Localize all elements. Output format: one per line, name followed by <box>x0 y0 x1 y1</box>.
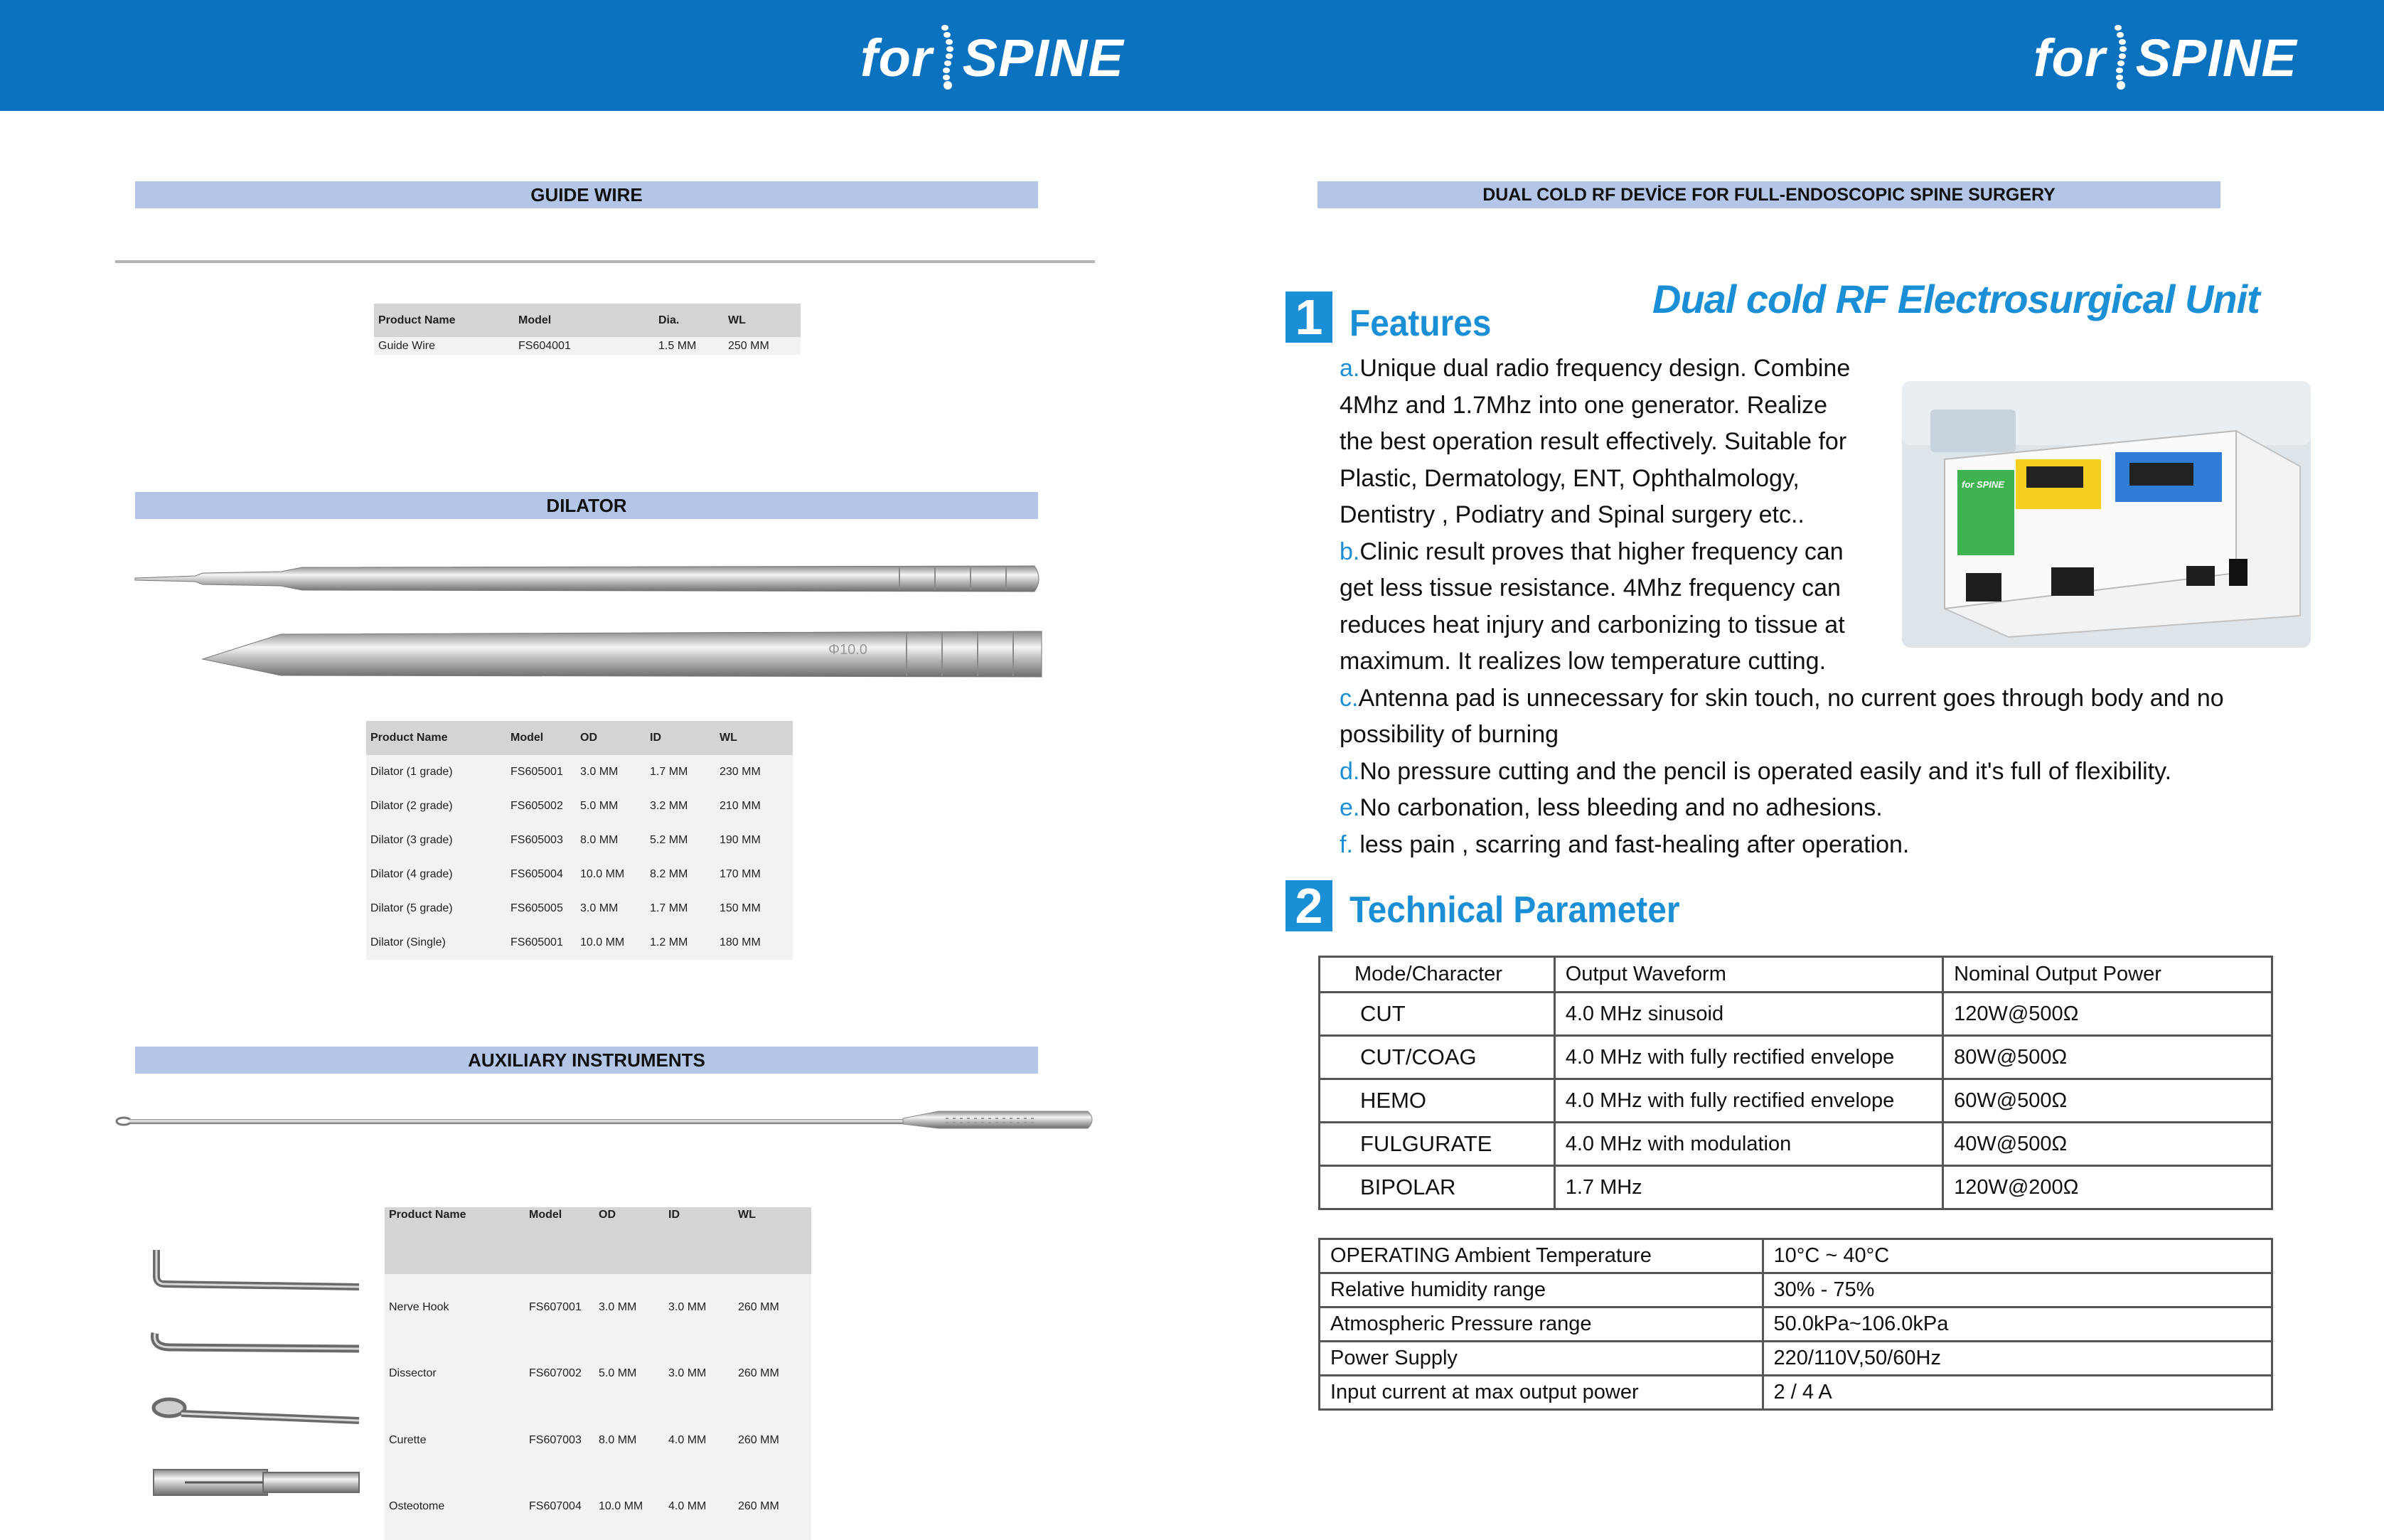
brand-prefix: for <box>2033 28 2106 88</box>
environment-table <box>1318 1238 2273 1411</box>
cell: 3.0 MM <box>664 1274 734 1341</box>
feature-text: the best operation result effectively. Suitable for <box>1340 428 1846 455</box>
feature-letter: a. <box>1340 355 1359 382</box>
table-row <box>385 1274 811 1341</box>
cell: 1.7 MM <box>646 892 715 926</box>
cell: 3.0 MM <box>664 1341 734 1408</box>
feature-letter: e. <box>1340 794 1359 821</box>
cell: 260 MM <box>734 1274 811 1341</box>
cell: 10.0 MM <box>594 1474 664 1540</box>
cell: 1.5 MM <box>654 337 724 355</box>
curette-image <box>149 1392 363 1435</box>
table-row <box>1320 1123 2272 1166</box>
cell: Dilator (Single) <box>366 926 506 960</box>
spine-icon <box>2112 23 2130 92</box>
osteotome-image <box>149 1461 363 1504</box>
cell: 30% - 75% <box>1763 1273 2272 1308</box>
cell: FS604001 <box>514 337 654 355</box>
cell: 120W@500Ω <box>1943 993 2272 1036</box>
cell: FS605005 <box>506 892 576 926</box>
column-header: Model <box>506 721 576 755</box>
dissector-image <box>149 1326 363 1362</box>
cell: Osteotome <box>385 1474 525 1540</box>
cell: Dissector <box>385 1341 525 1408</box>
column-header: Product Name <box>374 304 514 337</box>
brand-logo <box>860 26 1124 90</box>
table-row <box>374 337 801 355</box>
column-header: OD <box>594 1207 664 1274</box>
header-banner <box>0 0 2384 111</box>
tech-heading: Technical Parameter <box>1349 889 1679 931</box>
cell: 4.0 MHz sinusoid <box>1554 993 1942 1036</box>
cell: BIPOLAR <box>1320 1166 1555 1209</box>
table-row <box>385 1407 811 1474</box>
column-header: WL <box>715 721 793 755</box>
feature-letter: b. <box>1340 538 1359 565</box>
table-row <box>366 857 793 892</box>
table-row <box>1320 1239 2272 1273</box>
feature-line <box>1340 754 2292 791</box>
feature-text: maximum. It realizes low temperature cutting. <box>1340 648 1826 675</box>
cell: 5.2 MM <box>646 823 715 857</box>
feature-text: No carbonation, less bleeding and no adhesions. <box>1359 794 1882 821</box>
table-row <box>366 755 793 789</box>
product-title: Dual cold RF Electrosurgical Unit <box>1652 276 2260 322</box>
cell: Atmospheric Pressure range <box>1320 1308 1763 1342</box>
cell: OPERATING Ambient Temperature <box>1320 1239 1763 1273</box>
table-row <box>1320 1342 2272 1376</box>
cell: 10.0 MM <box>576 857 646 892</box>
cell: 8.2 MM <box>646 857 715 892</box>
cell: FS605002 <box>506 789 576 823</box>
cell: 5.0 MM <box>576 789 646 823</box>
column-header: ID <box>664 1207 734 1274</box>
cell: Input current at max output power <box>1320 1376 1763 1410</box>
table-row <box>366 823 793 857</box>
cell: 50.0kPa~106.0kPa <box>1763 1308 2272 1342</box>
cell: FS605001 <box>506 755 576 789</box>
cell: 260 MM <box>734 1474 811 1540</box>
section-heading-dilator: DILATOR <box>135 492 1038 519</box>
cell: 210 MM <box>715 789 793 823</box>
column-header: Model <box>514 304 654 337</box>
feature-letter: f. <box>1340 831 1353 858</box>
cell: 180 MM <box>715 926 793 960</box>
table-row <box>1320 1308 2272 1342</box>
feature-text: Unique dual radio frequency design. Combine <box>1359 355 1850 382</box>
cell: 60W@500Ω <box>1943 1079 2272 1123</box>
cell: CUT/COAG <box>1320 1036 1555 1079</box>
table-row <box>366 892 793 926</box>
divider <box>115 260 1095 263</box>
feature-text: reduces heat injury and carbonizing to tissue at <box>1340 611 1845 638</box>
cell: 260 MM <box>734 1407 811 1474</box>
section-heading-guide-wire: GUIDE WIRE <box>135 181 1038 208</box>
cell: 170 MM <box>715 857 793 892</box>
cell: 40W@500Ω <box>1943 1123 2272 1166</box>
tech-number-icon: 2 <box>1285 880 1332 931</box>
cell: FS607002 <box>525 1341 594 1408</box>
cell: Dilator (3 grade) <box>366 823 506 857</box>
output-modes-table <box>1318 956 2273 1210</box>
column-header: Product Name <box>366 721 506 755</box>
cell: 3.0 MM <box>594 1274 664 1341</box>
column-header: WL <box>734 1207 811 1274</box>
cell: Dilator (5 grade) <box>366 892 506 926</box>
table-row <box>385 1341 811 1408</box>
brand-prefix: for <box>860 28 933 88</box>
device-label: for SPINE <box>1962 479 2004 490</box>
features-number-icon: 1 <box>1285 292 1332 343</box>
dilator-engraving: Φ10.0 <box>828 642 867 658</box>
column-header: Mode/Character <box>1320 957 1555 993</box>
cell: 250 MM <box>724 337 801 355</box>
feature-letter: d. <box>1340 758 1359 785</box>
cell: 10°C ~ 40°C <box>1763 1239 2272 1273</box>
feature-line <box>1340 680 2292 717</box>
table-row <box>385 1474 811 1540</box>
feature-text: 4Mhz and 1.7Mhz into one generator. Realize <box>1340 392 1827 419</box>
cell: 8.0 MM <box>594 1407 664 1474</box>
dilator-image <box>132 547 1049 683</box>
table-row <box>1320 1079 2272 1123</box>
cell: 5.0 MM <box>594 1341 664 1408</box>
cell: 4.0 MHz with modulation <box>1554 1123 1942 1166</box>
cell: 1.2 MM <box>646 926 715 960</box>
cell: Dilator (1 grade) <box>366 755 506 789</box>
cell: 4.0 MHz with fully rectified envelope <box>1554 1079 1942 1123</box>
cell: 3.0 MM <box>576 755 646 789</box>
feature-text: Clinic result proves that higher frequency can <box>1359 538 1843 565</box>
cell: 8.0 MM <box>576 823 646 857</box>
feature-text: No pressure cutting and the pencil is operated easily and it's full of flexibility. <box>1359 758 2171 785</box>
cell: 4.0 MHz with fully rectified envelope <box>1554 1036 1942 1079</box>
cell: 4.0 MM <box>664 1407 734 1474</box>
table-row <box>366 789 793 823</box>
cell: 1.7 MHz <box>1554 1166 1942 1209</box>
cell: 80W@500Ω <box>1943 1036 2272 1079</box>
feature-text: Plastic, Dermatology, ENT, Ophthalmology, <box>1340 465 1800 492</box>
cell: 2 / 4 A <box>1763 1376 2272 1410</box>
cell: FS605003 <box>506 823 576 857</box>
cell: Curette <box>385 1407 525 1474</box>
feature-line <box>1340 827 2292 864</box>
column-header: Product Name <box>385 1207 525 1274</box>
feature-line <box>1340 717 2292 754</box>
cell: Power Supply <box>1320 1342 1763 1376</box>
dilator-table <box>366 721 793 960</box>
cell: HEMO <box>1320 1079 1555 1123</box>
cell: Relative humidity range <box>1320 1273 1763 1308</box>
cell: 1.7 MM <box>646 755 715 789</box>
section-heading-auxiliary: AUXILIARY INSTRUMENTS <box>135 1047 1038 1074</box>
cell: 260 MM <box>734 1341 811 1408</box>
cell: Nerve Hook <box>385 1274 525 1341</box>
cell: 230 MM <box>715 755 793 789</box>
brand-name: SPINE <box>963 28 1124 88</box>
column-header: WL <box>724 304 801 337</box>
feature-text: get less tissue resistance. 4Mhz frequency can <box>1340 574 1841 601</box>
cell: Dilator (2 grade) <box>366 789 506 823</box>
nerve-hook-image <box>149 1244 363 1294</box>
feature-text: Antenna pad is unnecessary for skin touch, no current goes through body and no <box>1358 685 2223 712</box>
table-row <box>1320 1376 2272 1410</box>
cell: 150 MM <box>715 892 793 926</box>
table-row <box>1320 993 2272 1036</box>
device-photo <box>1902 381 2311 648</box>
cell: 220/110V,50/60Hz <box>1763 1342 2272 1376</box>
table-row <box>1320 1273 2272 1308</box>
cell: FULGURATE <box>1320 1123 1555 1166</box>
column-header: Nominal Output Power <box>1943 957 2272 993</box>
column-header: Dia. <box>654 304 724 337</box>
table-row <box>1320 1166 2272 1209</box>
cell: 190 MM <box>715 823 793 857</box>
features-heading: Features <box>1349 302 1491 345</box>
cell: FS607001 <box>525 1274 594 1341</box>
cell: 4.0 MM <box>664 1474 734 1540</box>
column-header: ID <box>646 721 715 755</box>
auxiliary-table <box>385 1207 811 1540</box>
cell: FS607004 <box>525 1474 594 1540</box>
spine-icon <box>939 23 957 92</box>
table-row <box>366 926 793 960</box>
cell: CUT <box>1320 993 1555 1036</box>
cell: Guide Wire <box>374 337 514 355</box>
feature-text: Dentistry , Podiatry and Spinal surgery etc.. <box>1340 501 1805 528</box>
feature-text: less pain , scarring and fast-healing after operation. <box>1353 831 1909 858</box>
brand-name: SPINE <box>2136 28 2297 88</box>
cell: FS607003 <box>525 1407 594 1474</box>
section-heading-rf-device: DUAL COLD RF DEVİCE FOR FULL-ENDOSCOPIC SPINE SURGERY <box>1317 181 2220 208</box>
feature-line <box>1340 790 2292 827</box>
column-header: Model <box>525 1207 594 1274</box>
brand-logo <box>2033 26 2297 90</box>
column-header: OD <box>576 721 646 755</box>
feature-text: possibility of burning <box>1340 721 1559 748</box>
cell: 3.2 MM <box>646 789 715 823</box>
long-instrument-image <box>114 1106 1095 1134</box>
cell: 120W@200Ω <box>1943 1166 2272 1209</box>
table-row <box>1320 1036 2272 1079</box>
cell: Dilator (4 grade) <box>366 857 506 892</box>
cell: FS605004 <box>506 857 576 892</box>
feature-line <box>1340 643 2292 680</box>
guide-wire-table <box>374 304 801 355</box>
feature-letter: c. <box>1340 685 1358 712</box>
cell: 3.0 MM <box>576 892 646 926</box>
cell: 10.0 MM <box>576 926 646 960</box>
cell: FS605001 <box>506 926 576 960</box>
column-header: Output Waveform <box>1554 957 1942 993</box>
